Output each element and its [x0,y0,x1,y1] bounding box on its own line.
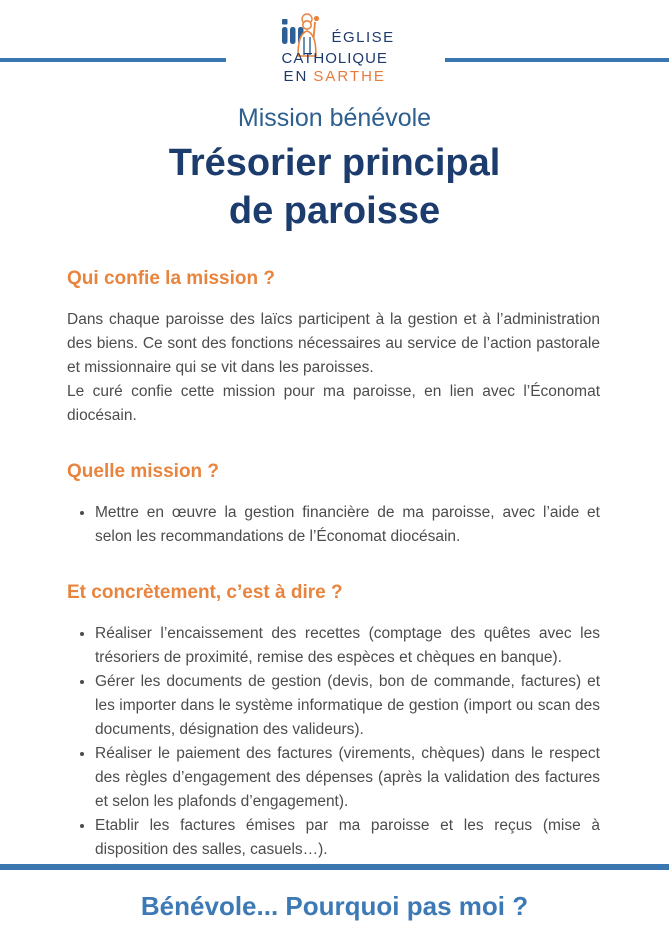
footer [0,864,669,948]
section-heading: Qui confie la mission ? [67,268,275,289]
bullet-item: • Gérer les documents de gestion (devis, bon de commande, factures) et les importer dans le système informatique de gestion (import ou scan des documents, désignation des valideurs). [95,670,600,742]
logo-text-eglise: ÉGLISE [331,29,395,46]
page-title-line2: de paroisse [228,190,441,232]
section-heading: Et concrètement, c’est à dire ? [67,582,343,603]
logo-text-catholique: CATHOLIQUE [281,50,388,67]
paragraph: Dans chaque paroisse des laïcs participent à la gestion et à l’administration des biens. Ce sont des fonctions nécessaires au service de l’action pastorale et missionnaire qui se vit dans les paroisses. [67,311,600,376]
document-body [0,268,669,862]
bullet-item: • Etablir les factures émises par ma paroisse et les reçus (mise à disposition des salles, casuels…). [95,814,600,862]
bullet-item: • Réaliser le paiement des factures (virements, chèques) dans le respect des règles d’engagement des dépenses (après la validation des factures et selon les plafonds d’engagement). [95,742,600,814]
page-title-line1: Trésorier principal [168,142,501,184]
section-concretement [67,582,600,862]
logo-text-sarthe: SARTHE [313,68,386,85]
logo-text-en: EN [283,68,309,85]
section-heading: Quelle mission ? [67,461,220,482]
section-quelle-mission [67,461,600,549]
bullet-list [67,501,600,549]
paragraph: Le curé confie cette mission pour ma paroisse, en lien avec l’Économat diocésain. [67,383,600,424]
title-block [0,104,669,235]
diocese-logo [281,12,395,86]
footer-tagline: Bénévole... Pourquoi pas moi ? [140,891,529,921]
bullet-item: • Mettre en œuvre la gestion financière de ma paroisse, avec l’aide et selon les recommandations de l’Économat diocésain. [95,501,600,549]
section-qui-confie-la-mission [67,268,600,428]
bullet-item: • Réaliser l’encaissement des recettes (comptage des quêtes avec les trésoriers de proximité, remise des espèces et chèques en banque). [95,622,600,670]
page-title [0,139,669,235]
footer-rule [0,864,669,870]
mission-kicker: Mission bénévole [237,104,432,132]
bullet-list [67,622,600,862]
header [0,0,669,92]
header-rule-left [0,58,226,62]
header-rule-right [445,58,669,62]
logo-text-en-sarthe [284,68,386,85]
